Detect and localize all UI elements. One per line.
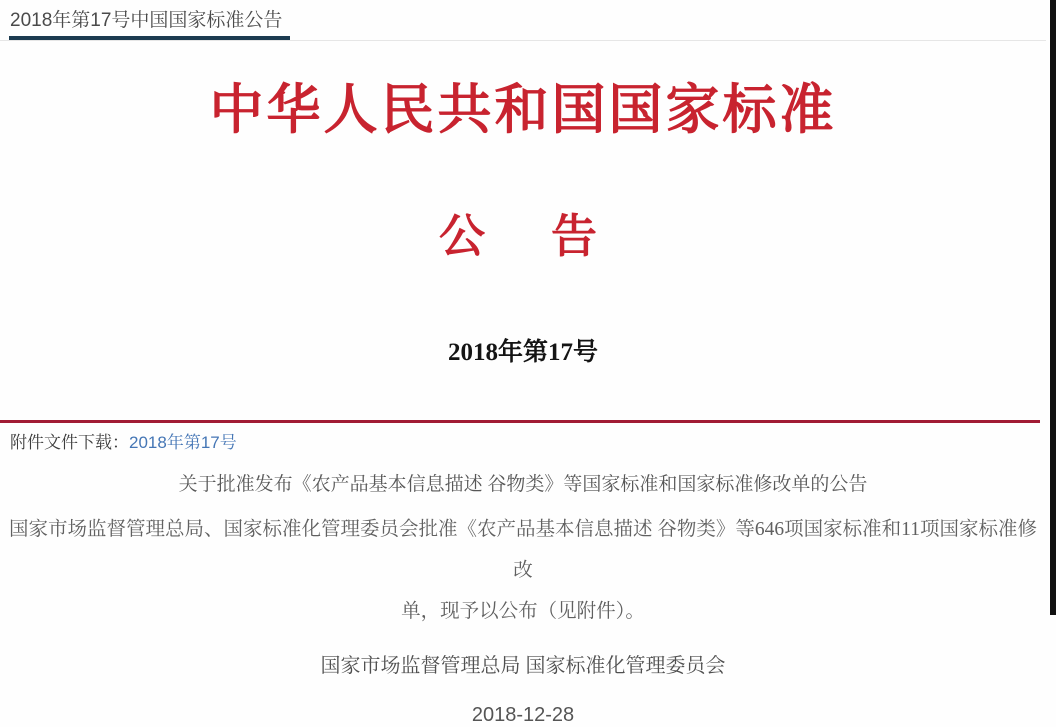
attachment-link[interactable]: 2018年第17号 xyxy=(129,433,237,452)
issuing-authorities: 国家市场监督管理总局 国家标准化管理委员会 xyxy=(320,655,726,677)
announcement-document xyxy=(0,67,1046,727)
right-edge-bar xyxy=(1050,0,1056,615)
page-title: 中华人民共和国国家标准 xyxy=(209,80,837,140)
paragraph-line: 单，现予以公布（见附件）。 xyxy=(401,601,645,622)
attachment-label: 附件文件下载： xyxy=(10,433,129,452)
issue-date: 2018-12-28 xyxy=(471,704,575,726)
paragraph-line: 国家市场监督管理总局、国家标准化管理委员会批准《农产品基本信息描述 谷物类》等646项国家标准和11项国家标准修改 xyxy=(9,519,1037,581)
notice-heading: 关于批准发布《农产品基本信息描述 谷物类》等国家标准和国家标准修改单的公告 xyxy=(178,474,868,495)
announcement-title: 公 告 xyxy=(439,211,607,262)
tab-bar xyxy=(0,0,1046,41)
notice-paragraph xyxy=(0,509,1046,632)
attachment-download-row xyxy=(0,423,1046,457)
issue-number: 2018年第17号 xyxy=(447,339,598,366)
tab-current-announcement[interactable]: 2018年第17号中国国家标准公告 xyxy=(9,0,290,40)
